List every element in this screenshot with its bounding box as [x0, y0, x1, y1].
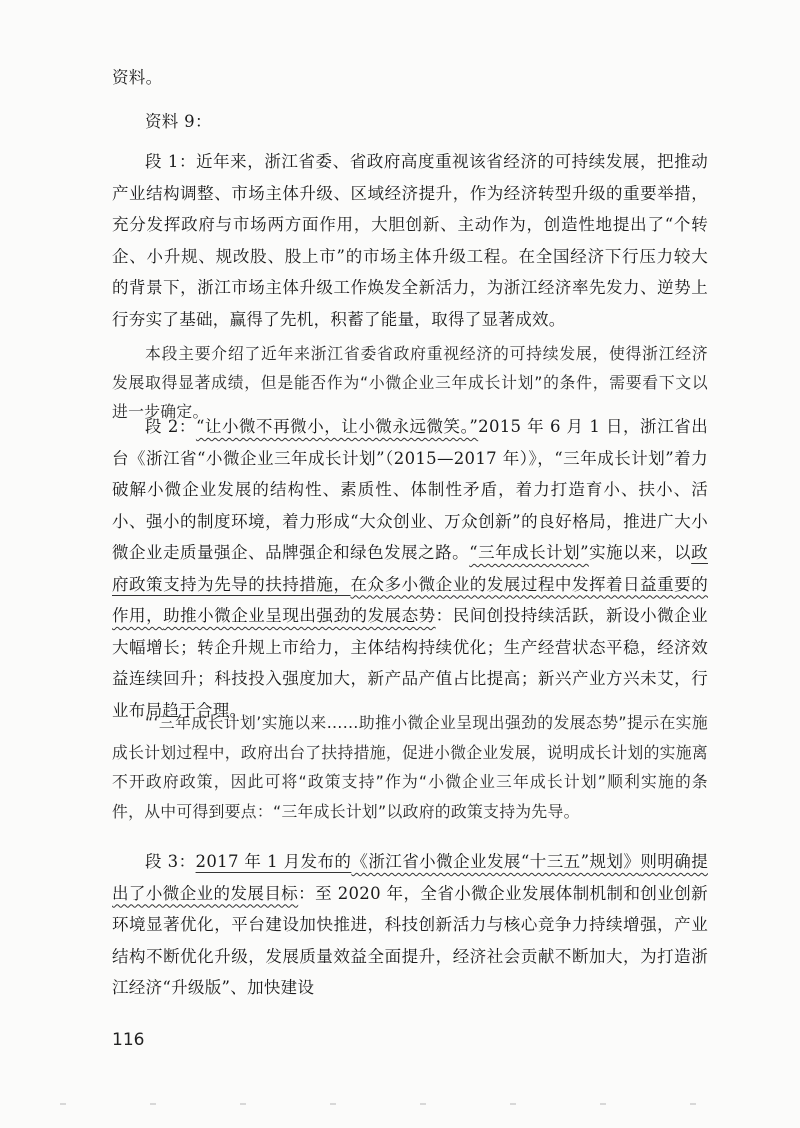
page-number: 116	[112, 1030, 145, 1050]
paragraph-2-text-b: ：民间创投持续活跃，新设小微企业大幅增长；转企升规上市给力，主体结构持续优化；生产经营状态平稳，经济效益连续回升；科技投入强度加大，新产品产值占比提高；新兴产业方兴未艾，行业布局趋于合理。	[112, 606, 708, 720]
paragraph-2-role-underline: 在众多小微企业的发展过程中发挥着日益重要的作用，	[112, 574, 708, 625]
analysis-note-2: “‘三年成长计划’实施以来……助推小微企业呈现出强劲的发展态势”提示在实施成长计划过程中，政府出台了扶持措施，促进小微企业发展，说明成长计划的实施离不开政府政策，因此可将“政策支持”作为“小微企业三年成长计划”顺利实施的条件，从中可得到要点：“三年成长计划”以政府的政策支持为先导。	[112, 713, 708, 821]
paragraph-3-text: ：至 2020 年，全省小微企业发展体制机制和创业创新环境显著优化，平台建设加快推进，科技创新活力与核心竞争力持续增强，产业结构不断优化升级，发展质量效益全面提升，经济社会贡献不断加大，为打造浙江经济“升级版”、加快建设	[112, 883, 708, 997]
paragraph-3-goal-underline: 则明确提出了小微企业的发展目标	[112, 852, 708, 903]
paragraph-2-trend-underline: 助推小微企业呈现出强劲的发展态势	[163, 606, 436, 625]
scan-edge-artifact	[60, 1103, 750, 1105]
paragraph-2-plan-underline: “三年成长计划”	[469, 543, 589, 562]
text-line-top: 资料。	[112, 68, 163, 87]
paragraph-3-prefix: 段 3：	[145, 852, 196, 871]
paragraph-2-policy-underline: 政府政策支持为先导的扶持措施，	[112, 543, 708, 594]
paragraph-1: 段 1：近年来，浙江省委、省政府高度重视该省经济的可持续发展，把推动产业结构调整、市场主体升级、区域经济提升，作为经济转型升级的重要举措，充分发挥政府与市场两方面作用，大胆创新、主动作为，创造性地提出了“个转企、小升规、规改股、股上市”的市场主体升级工程。在全国经济下行压力较大的背景下，浙江市场主体升级工作焕发全新活力，为浙江经济率先发力、逆势上行夯实了基础，赢得了先机，积蓄了能量，取得了显著成效。	[112, 152, 708, 329]
paragraph-2-quote: “让小微不再微小，让小微永远微笑。”	[195, 417, 479, 436]
paragraph-3	[112, 846, 708, 1004]
paragraph-2	[112, 411, 708, 726]
paragraph-2-prefix: 段 2：	[145, 417, 196, 436]
heading-material-9: 资料 9：	[145, 112, 212, 131]
paragraph-3-plan-underline: 《浙江省小微企业发展“十三五”规划》	[351, 852, 641, 871]
analysis-note-1: 本段主要介绍了近年来浙江省委省政府重视经济的可持续发展，使得浙江经济发展取得显著成绩，但是能否作为“小微企业三年成长计划”的条件，需要看下文以进一步确定。	[112, 344, 708, 421]
paragraph-2-text-mid: 实施以来，以	[588, 543, 692, 562]
paragraph-3-date-underline: 2017 年 1 月发布的	[195, 852, 352, 871]
paragraph-2-text-a: 2015 年 6 月 1 日，浙江省出台《浙江省“小微企业三年成长计划”（2015—2017 年）》，“三年成长计划”着力破解小微企业发展的结构性、素质性、体制性矛盾，着力打造育小、扶小、活小、强小的制度环境，着力形成“大众创业、万众创新”的良好格局，推进广大小微企业走质量强企、品牌强企和绿色发展之路。	[112, 417, 708, 562]
